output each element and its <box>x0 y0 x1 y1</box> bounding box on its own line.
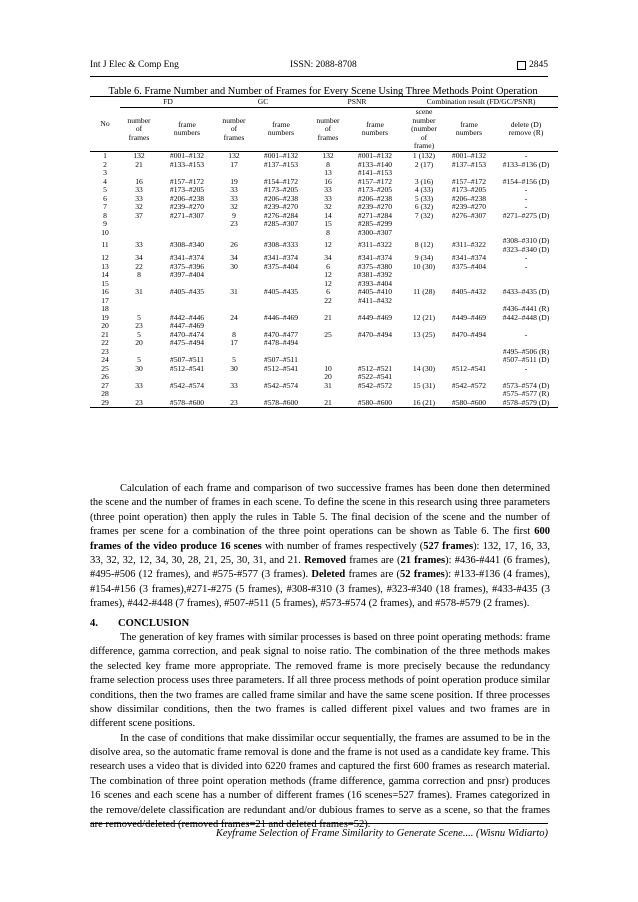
col-scene-number: scene number (number of frame) <box>411 107 437 150</box>
table-cell: 15 <box>101 278 109 288</box>
table-cell: 2 <box>103 159 107 169</box>
table-cell: #578–#600 <box>252 399 310 408</box>
table-cell: 4 <box>103 176 107 186</box>
table-cell: 5 <box>103 185 107 194</box>
table-cell: #285–#299 <box>357 219 393 228</box>
emphasis-text: Removed <box>304 554 347 566</box>
table-cell: 17 <box>230 338 238 347</box>
table-cell: 37 <box>135 210 143 220</box>
table-cell: #001–#132 <box>169 151 205 160</box>
table-row <box>90 382 558 391</box>
table-cell <box>252 229 310 238</box>
table-cell: #276–#307 <box>451 210 487 220</box>
table-cell: #470–#477 <box>263 329 299 339</box>
table-cell: #542–#574 <box>169 380 205 390</box>
table-cell: #397–#404 <box>169 270 205 279</box>
table-cell <box>346 339 404 348</box>
table-cell: 14 <box>101 270 109 279</box>
table-cell: 33 <box>230 185 238 194</box>
text-run: ): #436-#441 (6 frames), #495-#506 (12 frames), and #575-#577 (3 frames). <box>90 554 550 581</box>
table-cell: #308–#310 (D) #323–#340 (D) <box>502 236 550 254</box>
table-cell: 10 <box>324 363 332 373</box>
table-cell: #507–#511 (D) <box>502 355 550 364</box>
table-cell: 21 <box>310 399 346 408</box>
table-cell: #001–#132 <box>451 151 487 160</box>
table-cell: #449–#469 <box>357 312 393 322</box>
text-run: Calculation of each frame and comparison of two successive frames has been done then determined the scene and the number of frames in each scene. To define the scene in this research using three parameters (three point operation) then apply the rules in Table 5. The final decision of the scene and the number of frames per scene for a combination of the three point operations can be shown as Table 6. The first <box>90 483 550 538</box>
table-cell: 30 <box>230 363 238 373</box>
table-cell: #575–#577 (R) <box>502 389 550 398</box>
table-cell: 4 (33) <box>414 185 434 194</box>
col-delete-remove: delete (D) remove (R) <box>508 119 544 138</box>
table-cell: #206–#238 <box>451 193 487 203</box>
table-cell: 34 <box>324 253 332 262</box>
table-cell: #470–#494 <box>451 329 487 339</box>
table-cell: 15 <box>324 219 332 228</box>
table-cell: #001–#132 <box>263 151 299 160</box>
table-cell: 31 <box>324 380 332 390</box>
table-cell: #512–#521 <box>357 363 393 373</box>
table-cell: 33 <box>135 380 143 390</box>
table-cell: 7 (32) <box>414 210 434 220</box>
table-cell: 25 <box>101 363 109 373</box>
table-cell: #133–#140 <box>357 159 393 169</box>
running-footer: Keyframe Selection of Frame Similarity to Generate Scene.... (Wisnu Widiarto) <box>215 828 548 839</box>
table-cell: 22 <box>135 261 143 271</box>
table-cell: 8 <box>103 210 107 220</box>
table-cell: 33 <box>230 193 238 203</box>
table-cell: #578–#600 <box>158 399 216 408</box>
table-cell: 32 <box>324 202 332 211</box>
table-cell: #157–#172 <box>357 176 393 186</box>
table-cell: #375–#396 <box>169 261 205 271</box>
table-cell <box>404 297 444 306</box>
table-cell: 5 <box>137 329 141 339</box>
table-cell: #239–#270 <box>451 202 487 211</box>
table-cell: 13 (25) <box>412 329 436 339</box>
table-cell: 8 <box>137 270 141 279</box>
table-cell: 12 (21) <box>412 312 436 322</box>
table-cell <box>404 339 444 348</box>
running-header <box>90 60 548 74</box>
table-cell: 13 <box>101 261 109 271</box>
table-cell: 32 <box>230 202 238 211</box>
table-cell: #173–#205 <box>169 185 205 194</box>
table-cell: 20 <box>135 338 143 347</box>
text-run: frames are ( <box>346 554 401 566</box>
checkbox-square-icon <box>517 61 526 70</box>
table-cell: #141–#153 <box>357 168 393 177</box>
results-text <box>90 482 550 611</box>
table-cell: #507–#511 <box>264 355 298 364</box>
table-cell: #580–#600 <box>346 399 404 408</box>
table-cell: 132 <box>133 151 145 160</box>
header-rule <box>90 76 548 77</box>
table-cell: 16 <box>135 176 143 186</box>
table-cell: 10 <box>101 227 109 237</box>
col-combo-frame-numbers: frame numbers <box>455 119 483 138</box>
table-cell <box>120 220 158 229</box>
table-cell: #381–#392 <box>357 270 393 279</box>
table-cell: 22 <box>101 338 109 347</box>
table-cell: 21 <box>101 329 109 339</box>
table-cell: 11 <box>101 240 109 250</box>
table-cell: #276–#284 <box>263 210 299 220</box>
table-cell: #375–#404 <box>451 261 487 271</box>
text-run: frames are ( <box>345 569 401 581</box>
table-cell: #173–#205 <box>451 185 487 194</box>
table-cell: 8 <box>326 227 330 237</box>
table-cell <box>158 297 216 306</box>
table-cell: 9 <box>232 210 236 220</box>
table-cell: #449–#469 <box>451 312 487 322</box>
text-run: ): 132, 17, 16, 33, 33, 32, 32, 12, 34, 30, 28, 21, 25, 30, 31, and 21. <box>90 540 550 566</box>
table-cell: #137–#153 <box>451 159 487 169</box>
group-gc: GC <box>216 97 310 108</box>
table-cell: 25 <box>324 329 332 339</box>
table-cell: #206–#238 <box>263 193 299 203</box>
table-cell: 33 <box>135 193 143 203</box>
table-cell: 2 (17) <box>414 159 434 169</box>
table-cell: #393–#404 <box>357 278 393 288</box>
table-body <box>90 152 558 408</box>
group-fd: FD <box>120 97 216 108</box>
table-cell: 6 <box>326 261 330 271</box>
table-cell: #239–#270 <box>357 202 393 211</box>
table-cell: #475–#494 <box>169 338 205 347</box>
table-cell: 3 <box>103 168 107 177</box>
table-cell: #542–#572 <box>451 380 487 390</box>
table-cell: #154–#172 <box>263 176 299 186</box>
table-cell: 30 <box>230 261 238 271</box>
table-cell: 33 <box>324 185 332 194</box>
issn: ISSN: 2088-8708 <box>290 60 357 70</box>
conclusion-body <box>90 631 550 832</box>
table-cell: #157–#172 <box>169 176 205 186</box>
emphasis-text: 52 frames <box>400 569 445 581</box>
table-cell: #433–#435 (D) <box>502 287 550 296</box>
table-cell: 10 (30) <box>412 261 436 271</box>
table-row <box>90 399 558 408</box>
table-cell <box>444 271 494 280</box>
table-row <box>90 339 558 348</box>
table-cell: #341–#374 <box>451 253 487 262</box>
table-cell: 33 <box>324 193 332 203</box>
table-cell: #507–#511 <box>170 355 204 364</box>
table-cell: 17 <box>101 295 109 305</box>
table-cell: #442–#446 <box>169 312 205 322</box>
table-cell: #436–#441 (R) <box>502 304 550 313</box>
table-cell <box>444 339 494 348</box>
table-cell: 33 <box>230 380 238 390</box>
table-cell: #271–#307 <box>169 210 205 220</box>
table-cell: - <box>524 151 528 160</box>
table-cell: - <box>524 329 528 339</box>
table-cell: 16 <box>324 176 332 186</box>
table-cell: 29 <box>90 399 120 408</box>
table-cell: #405–#435 <box>169 287 205 296</box>
group-header-row <box>90 97 558 108</box>
table-cell: 6 (32) <box>414 202 434 211</box>
table-cell: - <box>524 363 528 373</box>
table-cell: 24 <box>101 355 109 364</box>
table-cell <box>158 220 216 229</box>
table-cell: #157–#172 <box>451 176 487 186</box>
table-cell: #542–#574 <box>263 380 299 390</box>
section-heading <box>90 618 189 629</box>
table-cell: 14 <box>324 210 332 220</box>
table-cell <box>252 271 310 280</box>
section-number: 4. <box>90 618 98 629</box>
table-cell: 5 <box>232 355 236 364</box>
table-cell: #470–#474 <box>169 329 205 339</box>
table-cell: 14 (30) <box>412 363 436 373</box>
table-cell: #173–#205 <box>263 185 299 194</box>
table-cell <box>252 297 310 306</box>
table-cell: 8 <box>232 329 236 339</box>
text-run: with number of frames respectively ( <box>261 540 424 552</box>
table-cell: #133–#153 <box>169 159 205 169</box>
table-cell: #375–#404 <box>263 261 299 271</box>
table-cell: - <box>524 202 528 211</box>
table-row <box>90 152 558 161</box>
table-cell: #133–#136 (D) <box>502 159 550 169</box>
table-cell: 11 (28) <box>413 287 435 296</box>
table-cell: 5 <box>137 312 141 322</box>
table-cell: 6 <box>103 193 107 203</box>
table-cell: - <box>524 253 528 262</box>
table-caption: Table 6. Frame Number and Number of Frames for Every Scene Using Three Methods Point Operation <box>108 86 538 97</box>
table-cell: #375–#380 <box>357 261 393 271</box>
table-cell: #239–#270 <box>263 202 299 211</box>
table-cell <box>120 229 158 238</box>
table-cell: 22 <box>324 295 332 305</box>
col-no: No <box>90 97 120 152</box>
journal-name: Int J Elec & Comp Eng <box>90 60 179 70</box>
table-cell: 18 <box>101 304 109 313</box>
frames-table <box>90 96 558 408</box>
table-cell <box>444 297 494 306</box>
table-cell: #239–#270 <box>169 202 205 211</box>
table-cell: 23 <box>101 346 109 356</box>
col-psnr-number-of-frames: number of frames <box>316 115 340 142</box>
table-cell <box>444 348 494 357</box>
section-title-text: CONCLUSION <box>118 618 190 629</box>
table-cell: #495–#506 (R) <box>502 346 550 356</box>
group-combination: Combination result (FD/GC/PSNR) <box>404 97 558 108</box>
table-cell: #405–#432 <box>451 287 487 296</box>
table-cell: 28 <box>101 389 109 398</box>
table-cell <box>346 348 404 357</box>
table-cell: 8 <box>326 159 330 169</box>
table-cell <box>216 271 252 280</box>
table-cell: 20 <box>101 321 109 330</box>
table-cell: #580–#600 <box>444 399 494 408</box>
table-cell <box>444 229 494 238</box>
table-cell: 3 (16) <box>414 176 434 186</box>
table-cell: #442–#448 (D) <box>502 312 550 322</box>
table-cell: #341–#374 <box>169 253 205 262</box>
table-cell: 132 <box>228 151 240 160</box>
emphasis-text: 21 frames <box>400 554 446 566</box>
table-cell: 26 <box>101 372 109 381</box>
group-psnr: PSNR <box>310 97 404 108</box>
table-cell: #405–#410 <box>357 287 393 296</box>
table-cell: #470–#494 <box>357 329 393 339</box>
table-cell <box>310 339 346 348</box>
table-cell: 6 <box>326 287 330 296</box>
table-cell: 17 <box>230 159 238 169</box>
page-number: 2845 <box>529 60 548 70</box>
table-cell: 15 (31) <box>412 380 436 390</box>
table-cell: #341–#374 <box>263 253 299 262</box>
table-cell: - <box>524 261 528 271</box>
table-cell <box>120 297 158 306</box>
table-cell: #405–#435 <box>263 287 299 296</box>
table-row <box>90 348 558 357</box>
table-cell: 31 <box>135 287 143 296</box>
table-cell: 16 <box>101 287 109 296</box>
table-cell: 20 <box>324 372 332 381</box>
table-cell <box>444 220 494 229</box>
table-cell: 132 <box>322 151 334 160</box>
table-cell: #446–#469 <box>263 312 299 322</box>
table-cell: #300–#307 <box>357 227 393 237</box>
table-cell: 30 <box>135 363 143 373</box>
table-cell: #512–#541 <box>263 363 299 373</box>
results-paragraph <box>90 482 550 611</box>
table-cell: - <box>524 185 528 194</box>
table-cell <box>404 220 444 229</box>
table-cell <box>158 229 216 238</box>
table-cell: #154–#156 (D) <box>502 176 550 186</box>
table-cell: 9 (34) <box>414 253 434 262</box>
table-cell: 33 <box>135 240 143 250</box>
table-cell: #001–#132 <box>357 151 393 160</box>
table-row <box>90 229 558 238</box>
col-gc-frame-numbers: frame numbers <box>267 119 295 138</box>
table-cell: 12 <box>324 270 332 279</box>
table-cell: 19 <box>101 312 109 322</box>
table-cell: #137–#153 <box>263 159 299 169</box>
table-cell: 34 <box>230 253 238 262</box>
table-cell: 23 <box>230 219 238 228</box>
table-cell: 5 <box>137 355 141 364</box>
table-row <box>90 297 558 306</box>
table-cell: #285–#307 <box>263 219 299 228</box>
table-cell: 9 <box>103 219 107 228</box>
table-cell: #573–#574 (D) <box>502 380 550 390</box>
table-cell <box>404 271 444 280</box>
table-cell: 27 <box>101 380 109 390</box>
table-row <box>90 220 558 229</box>
table-cell: #206–#238 <box>357 193 393 203</box>
table-row <box>90 314 558 323</box>
table-cell: 24 <box>230 312 238 322</box>
table-cell <box>216 297 252 306</box>
table-cell: #341–#374 <box>357 253 393 262</box>
table-row <box>90 237 558 254</box>
table-cell: 12 <box>324 240 332 250</box>
col-fd-frame-numbers: frame numbers <box>173 119 201 138</box>
table-cell: 21 <box>324 312 332 322</box>
emphasis-text: 600 frames of the video produce 16 scenes <box>90 526 550 552</box>
table-cell: 8 (12) <box>414 240 434 250</box>
table-cell: 19 <box>230 176 238 186</box>
table-row <box>90 280 558 289</box>
table-cell <box>494 220 558 229</box>
conclusion-paragraph-1: The generation of key frames with similar processes is based on three point operating methods: frame difference, gamma correction, and peak signal to noise ratio. The combination of the three methods makes the selected key frame more appropriate. The removed frame is more precisely because the redundancy frame selection process uses three parameters. If all three process methods of point operation produce similar conditions, then the two frames are called frame similar and have the same scene position. If three processes show dissimilar conditions, then the two frames is called different pixel values and two frames are in different scene positions. <box>90 632 550 730</box>
table-cell: #308–#333 <box>263 240 299 250</box>
emphasis-text: 527 frames <box>423 540 474 552</box>
table-cell: 34 <box>135 253 143 262</box>
table-cell <box>404 348 444 357</box>
table-cell: #206–#238 <box>169 193 205 203</box>
column-header-row <box>90 107 558 151</box>
table-cell <box>404 229 444 238</box>
table-cell: 12 <box>324 278 332 288</box>
table-row <box>90 331 558 340</box>
table-cell: #512–#541 <box>169 363 205 373</box>
table-cell: 26 <box>230 240 238 250</box>
table-row <box>90 254 558 263</box>
text-run: ): #133-#136 (4 frames), #154-#156 (3 frames),#271-#275 (5 frames), #308-#310 (3 frames), #323-#340 (18 frames), #433-#435 (3 frames), #442-#448 (7 frames), #507-#511 (5 frames), #573-#574 (2 frames), and #578-#579 (2 frames). <box>90 569 550 609</box>
emphasis-text: Deleted <box>311 569 346 581</box>
table-cell: 5 (33) <box>414 193 434 203</box>
table-cell: #512–#541 <box>451 363 487 373</box>
table-cell: #271–#284 <box>357 210 393 220</box>
col-psnr-frame-numbers: frame numbers <box>361 119 389 138</box>
table-cell: #478–#494 <box>263 338 299 347</box>
table-cell: #308–#340 <box>169 240 205 250</box>
table-cell: #578–#579 (D) <box>494 399 558 408</box>
table-cell: #311–#322 <box>452 240 486 250</box>
table-cell: #542–#572 <box>357 380 393 390</box>
table-cell <box>310 348 346 357</box>
table-cell: 31 <box>230 287 238 296</box>
table-cell: 1 <box>103 151 107 160</box>
table-cell: #522–#541 <box>357 372 393 381</box>
table-cell: #411–#432 <box>358 295 392 305</box>
table-cell: 1 (132) <box>412 151 436 160</box>
col-gc-number-of-frames: number of frames <box>222 115 246 142</box>
table-cell: 32 <box>135 202 143 211</box>
table-cell: - <box>524 193 528 203</box>
table-cell: 33 <box>135 185 143 194</box>
table-cell: #271–#275 (D) <box>502 210 550 220</box>
table-cell: 12 <box>101 253 109 262</box>
table-cell: 7 <box>103 202 107 211</box>
table-cell <box>494 271 558 280</box>
table-cell: #311–#322 <box>358 240 392 250</box>
table-cell: 21 <box>135 159 143 169</box>
conclusion-paragraph-2: In the case of conditions that make dissimilar occur sequentially, the frames are assumed to be in the disolve area, so the automatic frame removal is done and the frame is not used as a candidate key frame. This research uses a video that is divided into 6220 frames and captured the first 600 frames as research material. The combination of three point operation methods (frame difference, gamma correction and pnsr) produces 16 scenes and each scene has a number of different frames (16 scenes=527 frames). Frames categorized in the remove/delete classification are redundant and/or dubious frames to serve as a scene, so that the frames are removed/deleted (removed frames=21 and deleted frames=52). <box>90 732 550 830</box>
table-cell: 16 (21) <box>404 399 444 408</box>
table-cell <box>216 229 252 238</box>
table-cell: 23 <box>135 321 143 330</box>
col-fd-number-of-frames: number of frames <box>127 115 151 142</box>
table-cell: 23 <box>216 399 252 408</box>
footer-rule <box>90 823 548 824</box>
table-cell: 23 <box>120 399 158 408</box>
table-cell: #173–#205 <box>357 185 393 194</box>
table-cell: 13 <box>324 168 332 177</box>
table-cell: #447–#469 <box>169 321 205 330</box>
